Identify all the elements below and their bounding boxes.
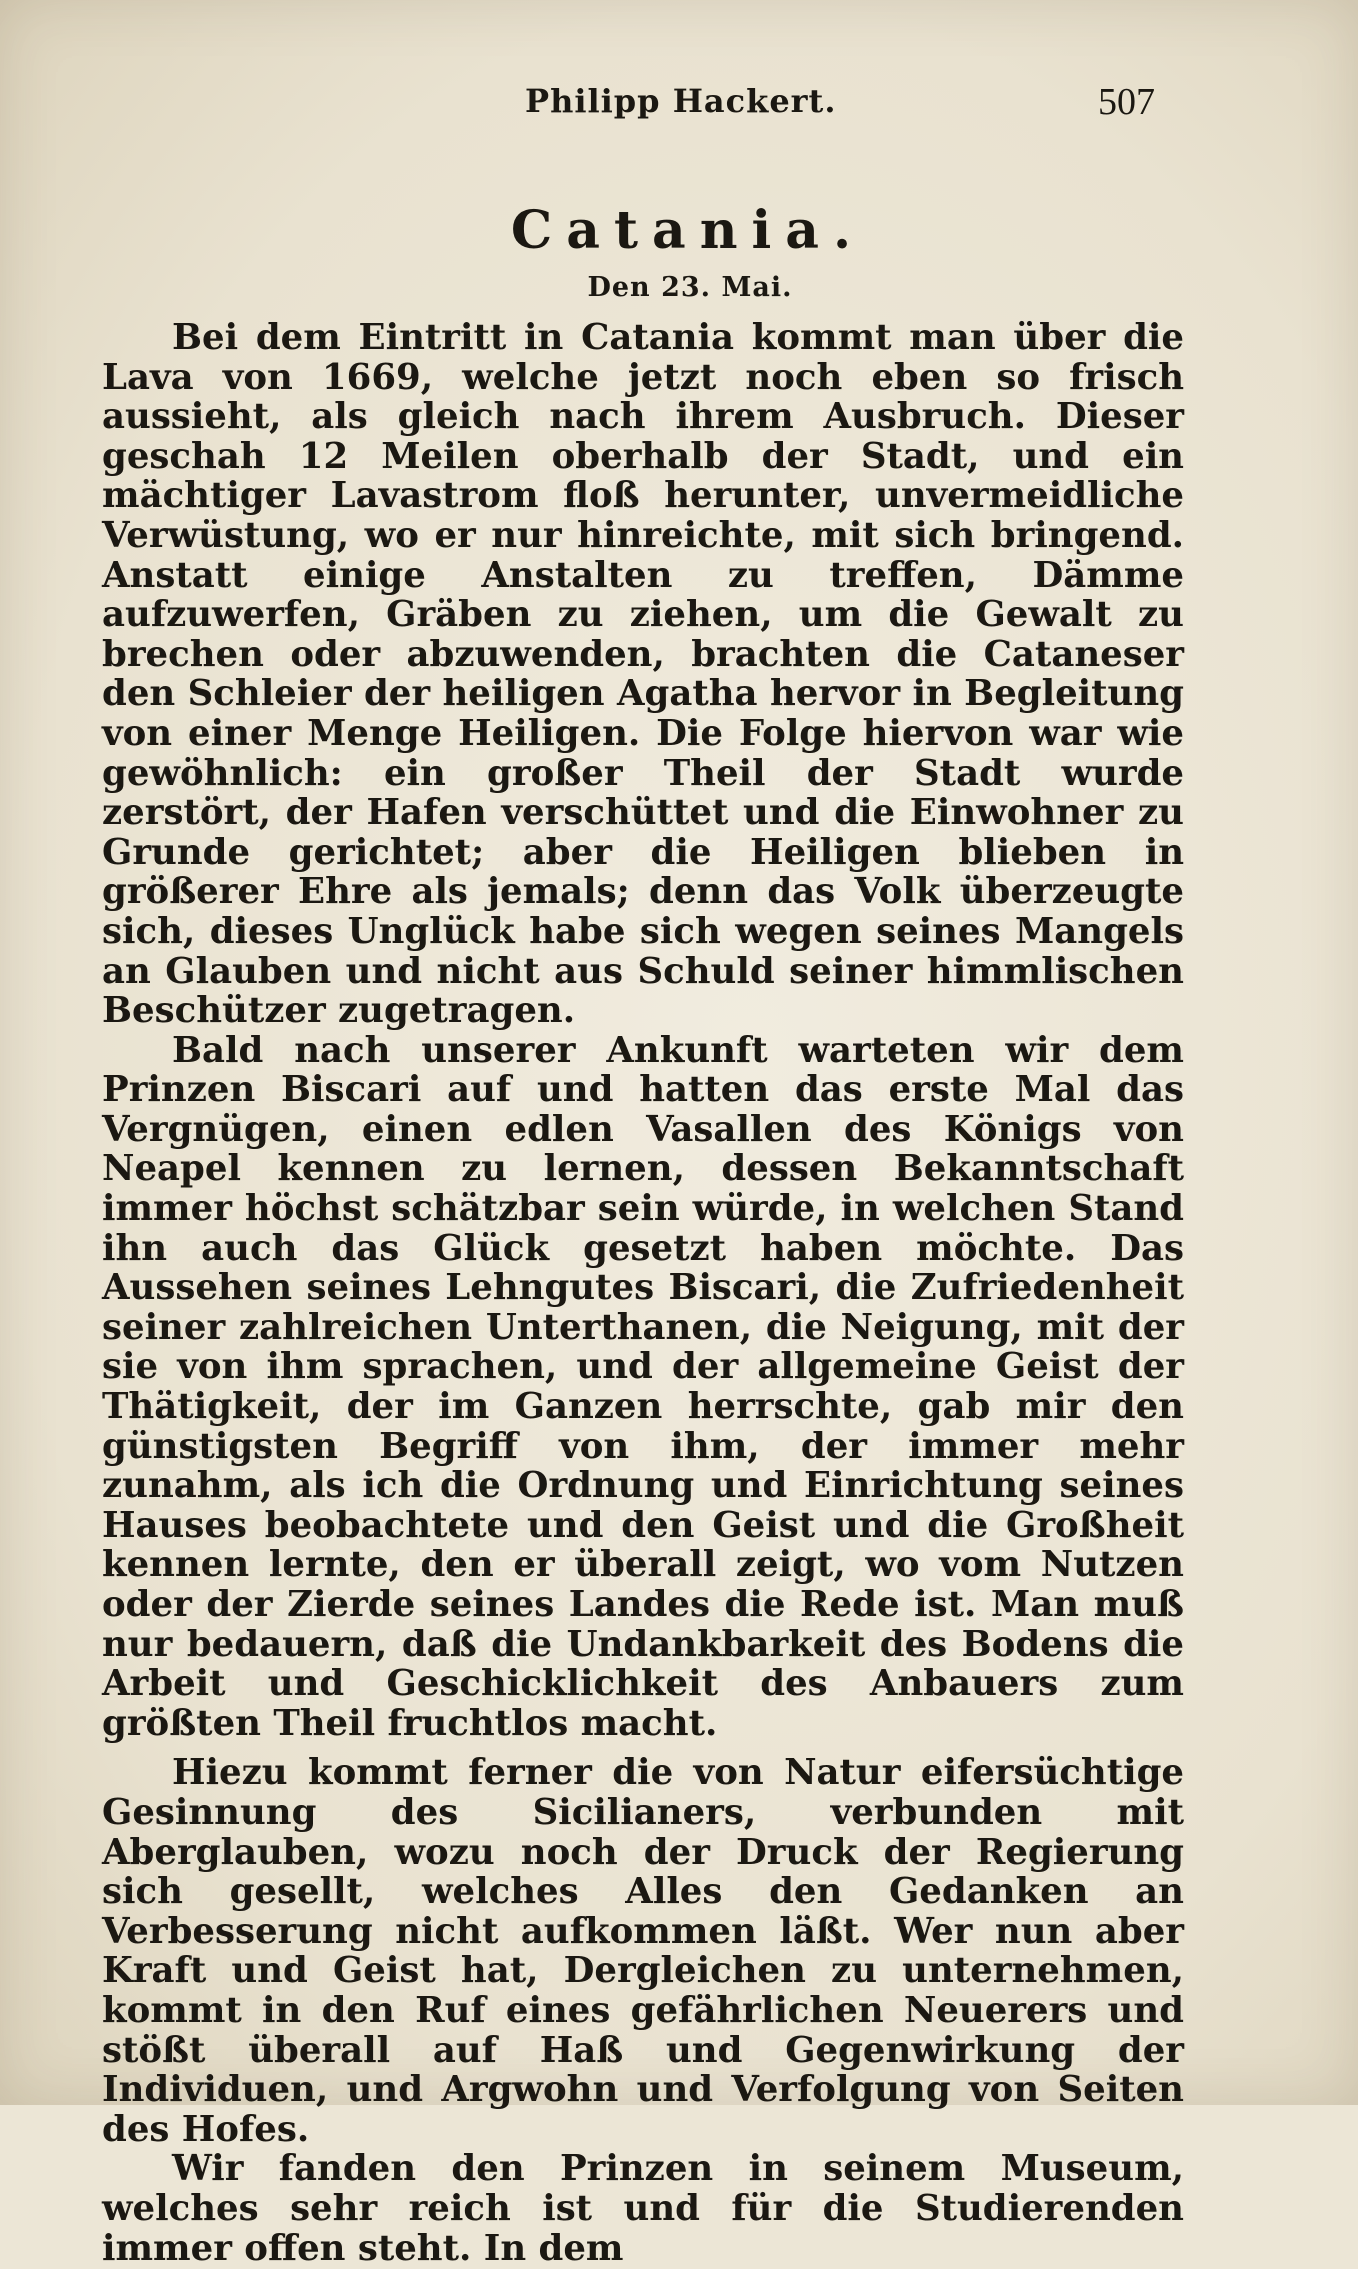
chapter-date: Den 23. Mai. [587, 272, 793, 303]
paragraph: Bald nach unserer Ankunft warteten wir dem Prinzen Biscari auf und hatten das erste Mal das Vergnügen, einen edlen Vasallen des Königs von Neapel kennen zu lernen, dessen Bekanntschaft immer höchst schätzbar sein würde, in welchen Stand ihn auch das Glück gesetzt haben möchte. Das Aussehen seines Lehngutes Biscari, die Zufriedenheit seiner zahlreichen Unterthanen, die Neigung, mit der sie von ihm sprachen, und der allgemeine Geist der Thätigkeit, der im Ganzen herrschte, gab mir den günstigsten Begriff von ihm, der immer mehr zunahm, als ich die Ordnung und Einrichtung seines Hauses beobachtete und den Geist und die Großheit kennen lernte, den er überall zeigt, wo vom Nutzen oder der Zierde seines Landes die Rede ist. Man muß nur bedauern, daß die Undankbarkeit des Bodens die Arbeit und Geschicklichkeit des Anbauers zum größten Theil fruchtlos macht. [102, 1029, 1184, 1744]
body-text [102, 318, 1184, 2268]
paragraph: Hiezu kommt ferner die von Natur eifersüchtige Gesinnung des Sicilianers, verbunden mit Aberglauben, wozu noch der Druck der Regierung sich gesellt, welches Alles den Gedanken an Verbesserung nicht aufkommen läßt. Wer nun aber Kraft und Geist hat, Dergleichen zu unternehmen, kommt in den Ruf eines gefährlichen Neuerers und stößt überall auf Haß und Gegenwirkung der Individuen, und Argwohn und Verfolgung von Seiten des Hofes. [102, 1752, 1184, 2150]
running-head: Philipp Hackert. [525, 82, 837, 120]
paragraph: Wir fanden den Prinzen in seinem Museum, welches sehr reich ist und für die Studierenden immer offen steht. In dem [102, 2148, 1184, 2269]
page-header [0, 82, 1358, 132]
paragraph: Bei dem Eintritt in Catania kommt man über die Lava von 1669, welche jetzt noch eben so frisch aussieht, als gleich nach ihrem Ausbruch. Dieser geschah 12 Meilen oberhalb der Stadt, und ein mächtiger Lavastrom floß herunter, unvermeidliche Verwüstung, wo er nur hinreichte, mit sich bringend. Anstatt einige Anstalten zu treffen, Dämme aufzuwerfen, Gräben zu ziehen, um die Gewalt zu brechen oder abzuwenden, brachten die Cataneser den Schleier der heiligen Agatha hervor in Begleitung von einer Menge Heiligen. Die Folge hiervon war wie gewöhnlich: ein großer Theil der Stadt wurde zerstört, der Hafen verschüttet und die Einwohner zu Grunde gerichtet; aber die Heiligen blieben in größerer Ehre als jemals; denn das Volk überzeugte sich, dieses Unglück habe sich wegen seines Mangels an Glauben und nicht aus Schuld seiner himmlischen Beschützer zugetragen. [102, 317, 1184, 1032]
page-number: 507 [1098, 81, 1155, 123]
chapter-title: Catania. [510, 200, 866, 261]
